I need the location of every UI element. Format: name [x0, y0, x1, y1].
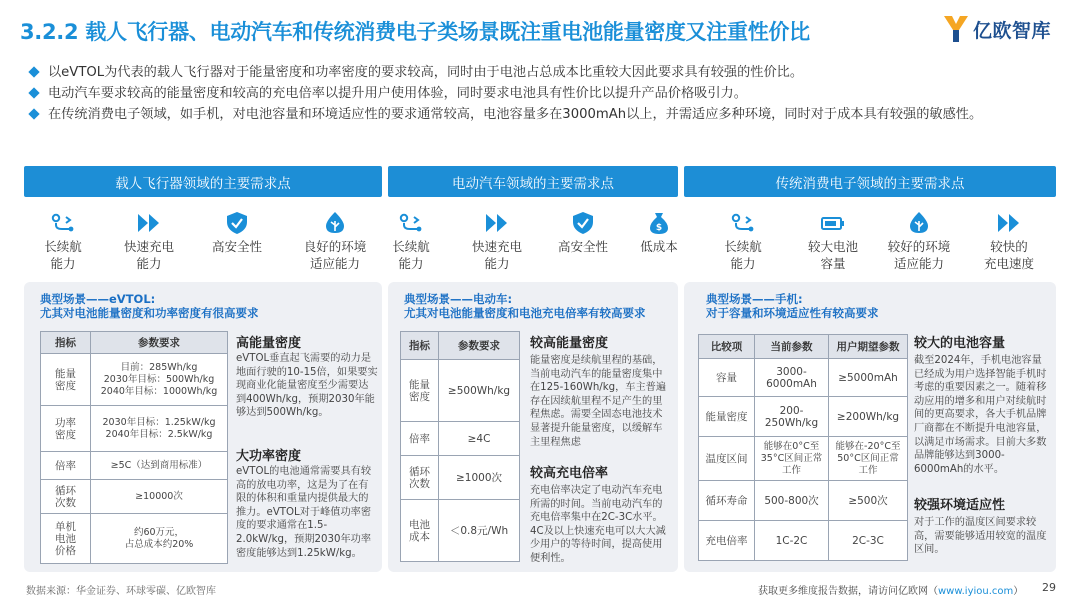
table-cell: ≥500Wh/kg	[439, 360, 520, 422]
table-cell: 能量 密度	[401, 360, 439, 422]
table-cell: 能够在-20°C至 50°C区间正常 工作	[829, 437, 908, 481]
need-label: 高安全性	[211, 239, 262, 254]
route-icon	[48, 210, 78, 236]
website-link[interactable]: www.iyiou.com	[938, 586, 1014, 597]
need-item	[194, 210, 280, 255]
table-cell: ≥5C（达到商用标准）	[91, 452, 228, 480]
table-cell: 能量密度	[699, 397, 755, 437]
table-header: 指标	[41, 332, 91, 354]
requirement-table	[40, 331, 228, 564]
desc-title: 较高充电倍率	[530, 466, 609, 481]
desc-text: 对于工作的温度区间要求较高，需要能够适用较宽的温度区间。	[914, 517, 1047, 556]
table-cell: 倍率	[401, 422, 439, 456]
table-row	[699, 521, 908, 561]
table-cell: ≥1000次	[439, 456, 520, 500]
table-cell: ≥10000次	[91, 480, 228, 514]
table-cell: 2030年目标：1.25kW/kg 2040年目标：2.5kW/kg	[91, 406, 228, 452]
table-cell: 倍率	[41, 452, 91, 480]
need-item	[106, 210, 192, 272]
need-label: 低成本	[640, 239, 678, 254]
need-item	[292, 210, 378, 272]
comparison-table	[698, 334, 908, 561]
footer-text: 获取更多维度报告数据，请访问亿欧网（	[758, 586, 938, 597]
table-header: 指标	[401, 332, 439, 360]
table-cell: 单机 电池 价格	[41, 514, 91, 564]
logo-text: 亿欧智库	[973, 19, 1052, 42]
logo-mark-icon	[942, 14, 970, 44]
need-item	[540, 210, 626, 255]
table-row	[401, 500, 520, 562]
table-cell: 2C-3C	[829, 521, 908, 561]
need-item	[876, 210, 962, 272]
column-header-aircraft: 载人飞行器领域的主要需求点	[24, 166, 382, 197]
leaf-drop-icon	[320, 210, 350, 236]
desc-title: 较强环境适应性	[914, 498, 1006, 513]
panel-title: 典型场景——手机: 对于容量和环境适应性有较高要求	[706, 292, 879, 320]
footer-text-close: ）	[1013, 586, 1024, 597]
need-label: 较好的环境 适应能力	[887, 239, 951, 271]
desc-text: 充电倍率决定了电动汽车充电所需的时间。当前电动汽车的充电倍率集中在2C-3C水平。4C及以上快速充电可以大大减少用户的等待时间，提高使用便利性。	[530, 485, 666, 564]
table-cell: 循环寿命	[699, 481, 755, 521]
table-row	[401, 360, 520, 422]
need-item	[368, 210, 454, 272]
table-header: 参数要求	[439, 332, 520, 360]
bullet-item: 电动汽车要求较高的能量密度和较高的充电倍率以提升用户使用体验，同时要求电池具有性价比以提升产品价格吸引力。	[28, 83, 1058, 104]
table-cell: 循环 次数	[41, 480, 91, 514]
table-cell: 温度区间	[699, 437, 755, 481]
bullet-item: 以eVTOL为代表的载人飞行器对于能量密度和功率密度的要求较高，同时由于电池占总成本比重较大因此要求具有较强的性价比。	[28, 62, 1058, 83]
table-cell: 目前：285Wh/kg 2030年目标：500Wh/kg 2040年目标：1000Wh/kg	[91, 354, 228, 406]
table-cell: ≥5000mAh	[829, 359, 908, 397]
leaf-drop-icon	[904, 210, 934, 236]
table-cell: 500-800次	[755, 481, 829, 521]
table-cell: 3000- 6000mAh	[755, 359, 829, 397]
table-row	[699, 397, 908, 437]
page-title: 3.2.2 载人飞行器、电动汽车和传统消费电子类场景既注重电池能量密度又注重性价比	[20, 20, 810, 44]
table-row	[699, 481, 908, 521]
table-cell: 充电倍率	[699, 521, 755, 561]
table-cell: 200- 250Wh/kg	[755, 397, 829, 437]
fast-forward-icon	[134, 210, 164, 236]
bullet-item: 在传统消费电子领域，如手机，对电池容量和环境适应性的要求通常较高，电池容量多在3000mAh以上，并需适应多种环境，同时对于成本具有较强的敏感性。	[28, 104, 1058, 125]
table-row	[401, 456, 520, 500]
column-header-ev: 电动汽车领域的主要需求点	[388, 166, 678, 197]
table-row	[41, 406, 228, 452]
table-row	[401, 422, 520, 456]
table-header: 当前参数	[755, 335, 829, 359]
need-item	[616, 210, 702, 255]
table-row	[41, 354, 228, 406]
need-item	[20, 210, 106, 272]
page-number: 29	[1042, 581, 1056, 594]
shield-icon	[222, 210, 252, 236]
desc-text: eVTOL垂直起飞需要的动力是地面行驶的10-15倍，如果要实现商业化能量密度至少需要达到400Wh/kg，预期2030年能够达到500Wh/kg。	[236, 353, 378, 419]
desc-title: 较大的电池容量	[914, 336, 1006, 351]
table-header: 用户期望参数	[829, 335, 908, 359]
table-cell: 能量 密度	[41, 354, 91, 406]
need-label: 较大电池 容量	[807, 239, 858, 271]
fast-forward-icon	[994, 210, 1024, 236]
need-label: 良好的环境 适应能力	[303, 239, 367, 271]
panel-title: 典型场景——eVTOL: 尤其对电池能量密度和功率密度有很高要求	[40, 292, 259, 320]
table-cell: ＜0.8元/Wh	[439, 500, 520, 562]
footer-link-text	[758, 582, 1023, 597]
need-label: 快速充电 能力	[123, 239, 174, 271]
table-cell: 循环 次数	[401, 456, 439, 500]
table-row	[699, 359, 908, 397]
table-cell: 约60万元， 占总成本约20%	[91, 514, 228, 564]
table-cell: 电池 成本	[401, 500, 439, 562]
need-label: 较快的 充电速度	[983, 239, 1034, 271]
desc-title: 大功率密度	[236, 449, 302, 464]
need-label: 高安全性	[557, 239, 608, 254]
panel-title: 典型场景——电动车: 尤其对电池能量密度和电池充电倍率有较高要求	[404, 292, 646, 320]
need-item	[966, 210, 1052, 272]
table-header: 比较项	[699, 335, 755, 359]
need-item	[700, 210, 786, 272]
table-row	[41, 480, 228, 514]
need-label: 长续航 能力	[44, 239, 82, 271]
svg-text:$: $	[655, 223, 663, 233]
need-item	[454, 210, 540, 272]
table-header: 参数要求	[91, 332, 228, 354]
battery-icon	[818, 210, 848, 236]
money-bag-icon	[644, 210, 674, 236]
need-label: 快速充电 能力	[471, 239, 522, 271]
table-cell: ≥500次	[829, 481, 908, 521]
table-cell: 容量	[699, 359, 755, 397]
desc-text: 能量密度是续航里程的基础，当前电动汽车的能量密度集中在125-160Wh/kg，车主普遍存在因续航里程不足产生的里程焦虑。需要全固态电池技术显著提升能量密度，以缓解车主里程焦虑	[530, 355, 667, 448]
table-cell: 1C-2C	[755, 521, 829, 561]
desc-title: 较高能量密度	[530, 336, 609, 351]
table-cell: 功率 密度	[41, 406, 91, 452]
column-header-consumer: 传统消费电子领域的主要需求点	[684, 166, 1056, 197]
data-source: 数据来源：华金证券、环球零碳、亿欧智库	[26, 586, 216, 597]
table-row	[41, 452, 228, 480]
bullet-list	[28, 62, 1058, 125]
table-row	[699, 437, 908, 481]
logo	[942, 14, 1051, 44]
requirement-table	[400, 331, 520, 562]
route-icon	[728, 210, 758, 236]
desc-text: eVTOL的电池通常需要具有较高的放电功率，这是为了在有限的体积和重量内提供最大的推力。eVTOL对于峰值功率密度的要求通常在1.5-2.0kW/kg，预期2030年功率密度能够达到1.25kW/kg。	[236, 466, 372, 559]
table-cell: ≥4C	[439, 422, 520, 456]
route-icon	[396, 210, 426, 236]
need-label: 长续航 能力	[392, 239, 430, 271]
fast-forward-icon	[482, 210, 512, 236]
table-cell: ≥200Wh/kg	[829, 397, 908, 437]
shield-icon	[568, 210, 598, 236]
table-row	[41, 514, 228, 564]
table-cell: 能够在0°C至 35°C区间正常 工作	[755, 437, 829, 481]
need-label: 长续航 能力	[724, 239, 762, 271]
need-item	[790, 210, 876, 272]
desc-title: 高能量密度	[236, 336, 302, 351]
desc-text: 截至2024年，手机电池容量已经成为用户选择智能手机时考虑的重要因素之一。随着移动应用的增多和用户对续航时间的更高要求，各大手机品牌厂商都在不断提升电池容量，以满足市场需求。目前大多数品牌能够达到3000-6000mAh的水平。	[914, 355, 1047, 475]
